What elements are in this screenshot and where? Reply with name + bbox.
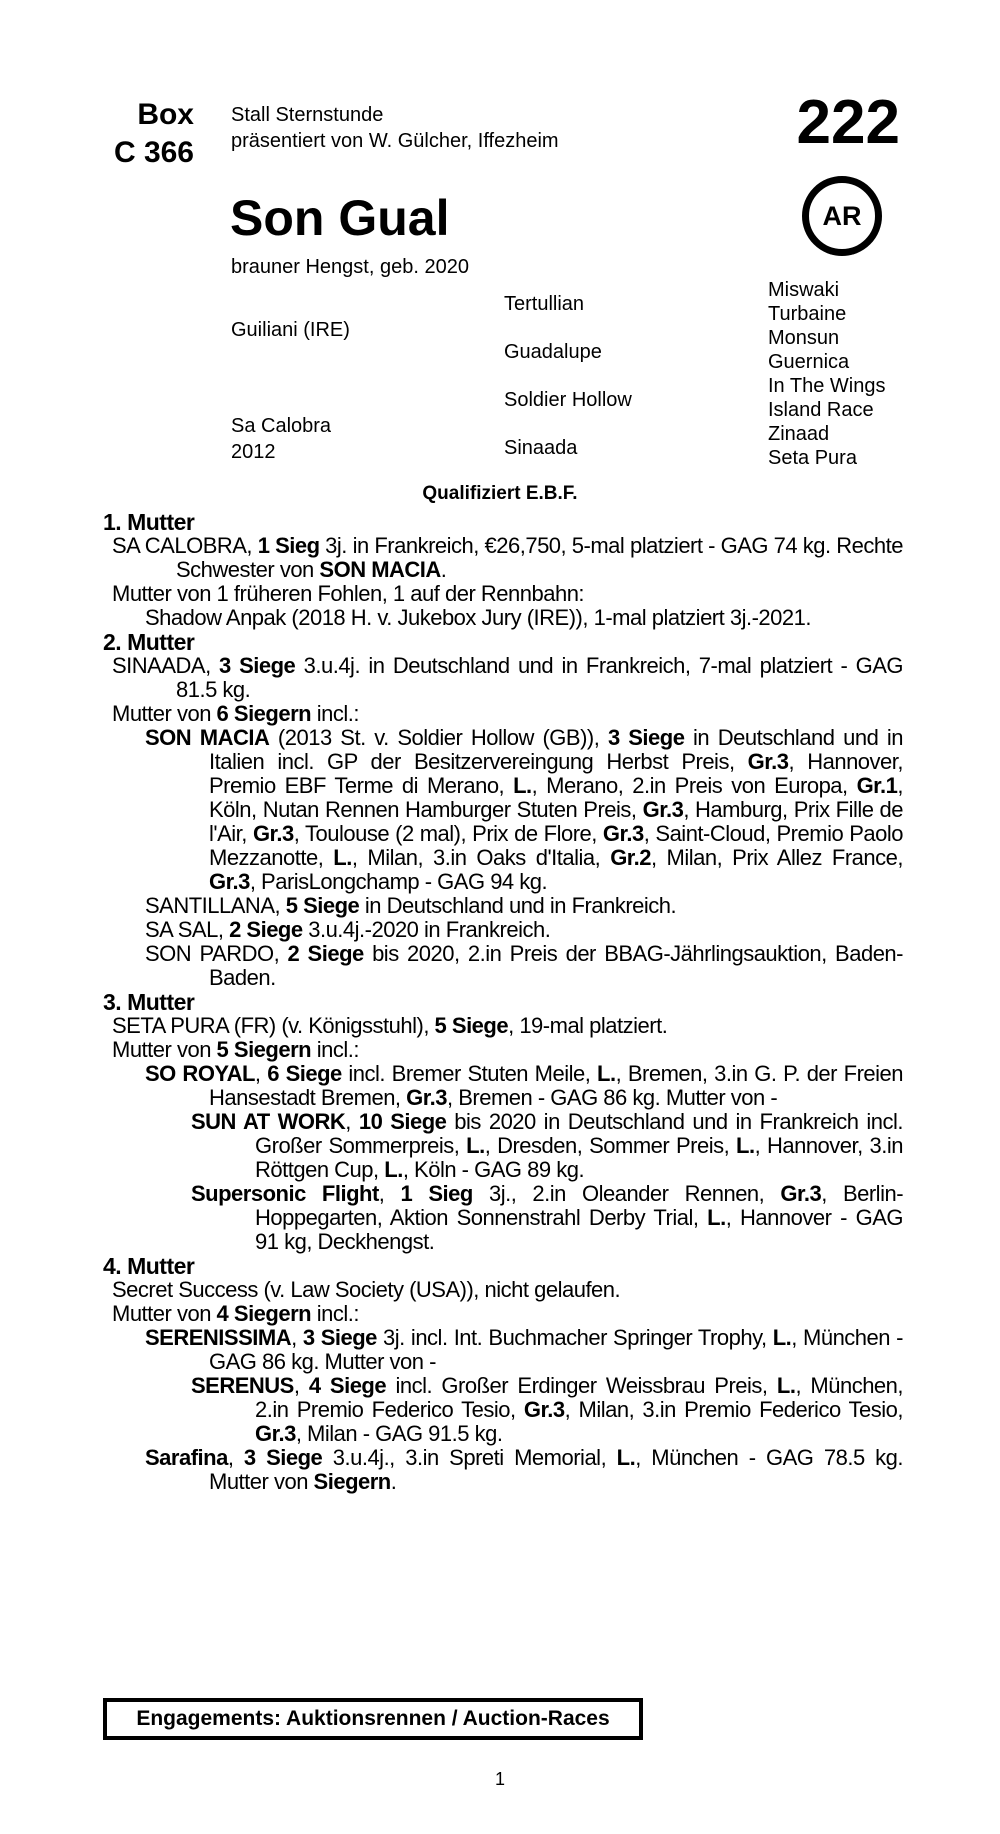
text-run: 3j. incl. Int. Buchmacher Springer Trophy,: [376, 1325, 773, 1350]
text-run: , Hamburg, Prix Fille de l'Air,: [209, 797, 903, 846]
text-run: 3.u.4j., 3.in Spreti Memorial,: [322, 1445, 617, 1470]
text-run: ,: [254, 1061, 268, 1086]
bold-run: Gr.3: [780, 1181, 822, 1206]
text-run: , Hannover, 3.in Röttgen Cup,: [255, 1133, 903, 1182]
bold-run: 5 Siegern: [216, 1037, 312, 1062]
bold-run: 6 Siegern: [216, 701, 312, 726]
horse-name: Son Gual: [230, 190, 450, 246]
pedigree-gen3-item: Turbaine: [768, 303, 847, 325]
bold-run: 2 Siege: [287, 941, 364, 966]
bold-run: 4 Siegern: [216, 1301, 312, 1326]
bold-run: 10 Siege: [358, 1109, 447, 1134]
family-entry: [103, 654, 903, 702]
bold-run: L.: [736, 1133, 755, 1158]
text-run: Secret Success (v. Law Society (USA)), nicht gelaufen.: [112, 1277, 621, 1302]
text-run: ,: [293, 1373, 309, 1398]
bold-run: L.: [384, 1157, 403, 1182]
text-run: bis 2020, 2.in Preis der BBAG-Jährlingsauktion, Baden-Baden.: [209, 941, 903, 990]
ar-badge-icon: [802, 176, 882, 256]
family-entry: [103, 918, 903, 942]
engagements-box: Engagements: Auktionsrennen / Auction-Races: [103, 1698, 643, 1740]
bold-run: 3 Siege: [607, 725, 685, 750]
text-run: incl.:: [311, 1037, 359, 1062]
lot-number: 222: [796, 88, 900, 157]
pedigree-dam-sire: Soldier Hollow: [504, 389, 632, 411]
text-run: , Milan, Prix Allez France,: [651, 845, 903, 870]
text-run: incl.:: [311, 701, 359, 726]
bold-run: 5 Siege: [285, 893, 360, 918]
qualification: Qualifiziert E.B.F.: [422, 483, 578, 504]
text-run: , München - GAG 86 kg. Mutter von -: [209, 1325, 903, 1374]
text-run: .: [390, 1469, 397, 1494]
family-entry: [103, 702, 903, 726]
family-entry: [103, 1446, 903, 1494]
family-entry: [103, 1038, 903, 1062]
bold-run: SERENUS: [191, 1373, 294, 1398]
text-run: , 19-mal platziert.: [508, 1013, 668, 1038]
family-entry: [103, 582, 903, 606]
text-run: Mutter von: [112, 1037, 217, 1062]
family-entry: [103, 1182, 903, 1254]
section-title: 1. Mutter: [103, 509, 195, 535]
bold-run: 3 Siege: [219, 653, 296, 678]
text-run: , Milan, 3.in Oaks d'Italia,: [351, 845, 611, 870]
pedigree-gen3-item: Guernica: [768, 351, 850, 373]
bold-run: SERENISSIMA: [145, 1325, 292, 1350]
bold-run: SUN AT WORK: [191, 1109, 346, 1134]
text-run: Mutter von: [112, 701, 217, 726]
bold-run: 3 Siege: [302, 1325, 377, 1350]
text-run: .: [440, 557, 447, 582]
text-run: SANTILLANA,: [145, 893, 286, 918]
text-run: incl.:: [311, 1301, 359, 1326]
text-run: bis 2020 in Deutschland und in Frankreich incl. Großer Sommerpreis,: [255, 1109, 904, 1158]
horse-description: brauner Hengst, geb. 2020: [231, 256, 469, 278]
pedigree-gen3: [768, 278, 885, 470]
section-title: 3. Mutter: [103, 989, 195, 1015]
text-run: , München - GAG 78.5 kg. Mutter von: [209, 1445, 903, 1494]
family-entry: [103, 894, 903, 918]
family-entry: [103, 606, 903, 630]
mutter-section: [103, 510, 903, 630]
bold-run: 1 Sieg: [400, 1181, 473, 1206]
text-run: SA CALOBRA,: [112, 533, 258, 558]
bold-run: Supersonic Flight: [191, 1181, 379, 1206]
page-number: 1: [494, 1769, 505, 1789]
bold-run: L.: [772, 1325, 792, 1350]
text-run: , Merano, 2.in Preis von Europa,: [531, 773, 857, 798]
text-run: 3j. in Frankreich, €26,750, 5-mal platziert - GAG 74 kg. Rechte Schwester von: [176, 533, 903, 582]
bold-run: Gr.3: [209, 869, 250, 894]
pedigree-gen3-item: Miswaki: [768, 279, 840, 301]
text-run: ,: [378, 1181, 401, 1206]
text-run: , Bremen - GAG 86 kg. Mutter von -: [446, 1085, 778, 1110]
text-run: , München, 2.in Premio Federico Tesio,: [255, 1373, 904, 1422]
family-entry: [103, 1110, 903, 1182]
bold-run: Gr.1: [856, 773, 898, 798]
pedigree-gen3-item: Zinaad: [768, 423, 830, 445]
section-title: 4. Mutter: [103, 1253, 195, 1279]
bold-run: 5 Siege: [434, 1013, 509, 1038]
text-run: , Toulouse (2 mal), Prix de Flore,: [293, 821, 603, 846]
bold-run: 2 Siege: [229, 917, 303, 942]
text-run: SA SAL,: [145, 917, 230, 942]
pedigree-sire-dam: Guadalupe: [504, 341, 602, 363]
bold-run: Gr.3: [747, 749, 789, 774]
bold-run: Siegern: [313, 1469, 391, 1494]
text-run: ,: [291, 1325, 303, 1350]
bold-run: L.: [597, 1061, 616, 1086]
family-entry: [103, 1302, 903, 1326]
text-run: , ParisLongchamp - GAG 94 kg.: [249, 869, 548, 894]
bold-run: L.: [333, 845, 352, 870]
pedigree-sire-sire: Tertullian: [504, 293, 585, 315]
text-run: Shadow Anpak (2018 H. v. Jukebox Jury (IRE)), 1-mal platziert 3j.-2021.: [145, 605, 811, 630]
text-run: , Milan - GAG 91.5 kg.: [295, 1421, 503, 1446]
text-run: , Milan, 3.in Premio Federico Tesio,: [564, 1397, 903, 1422]
text-run: , Dresden, Sommer Preis,: [484, 1133, 737, 1158]
stable-name: Stall Sternstunde: [231, 104, 384, 126]
bold-run: SON MACIA: [319, 557, 441, 582]
pedigree-sire: Guiliani (IRE): [231, 319, 350, 341]
bold-run: L.: [707, 1205, 726, 1230]
bold-run: 4 Siege: [308, 1373, 387, 1398]
bold-run: Gr.3: [252, 821, 294, 846]
pedigree-gen3-item: Island Race: [768, 399, 874, 421]
family-entry: [103, 1062, 903, 1110]
bold-run: Gr.3: [406, 1085, 447, 1110]
female-family: [103, 510, 903, 1494]
pedigree-dam-dam: Sinaada: [504, 437, 578, 459]
bold-run: Gr.3: [255, 1421, 296, 1446]
pedigree-dam: Sa Calobra: [231, 415, 332, 437]
bold-run: Gr.2: [610, 845, 651, 870]
family-entry: [103, 1014, 903, 1038]
text-run: SETA PURA (FR) (v. Königsstuhl),: [112, 1013, 435, 1038]
text-run: SINAADA,: [112, 653, 220, 678]
text-run: 3.u.4j. in Deutschland und in Frankreich, 7-mal platziert - GAG 81.5 kg.: [176, 653, 904, 702]
family-entry: [103, 942, 903, 990]
bold-run: Sarafina: [145, 1445, 228, 1470]
text-run: incl. Bremer Stuten Meile,: [341, 1061, 598, 1086]
bold-run: Gr.3: [523, 1397, 565, 1422]
family-entry: [103, 1326, 903, 1374]
text-run: (2013 St. v. Soldier Hollow (GB)),: [269, 725, 608, 750]
bold-run: L.: [513, 773, 532, 798]
pedigree-dam-year: 2012: [231, 441, 276, 463]
family-entry: [103, 1374, 903, 1446]
bold-run: 1 Sieg: [257, 533, 320, 558]
bold-run: 6 Siege: [267, 1061, 342, 1086]
pedigree-gen3-item: Seta Pura: [768, 447, 857, 469]
section-title: 2. Mutter: [103, 629, 195, 655]
text-run: ,: [345, 1109, 359, 1134]
bold-run: Gr.3: [642, 797, 684, 822]
text-run: Mutter von 1 früheren Fohlen, 1 auf der Rennbahn:: [112, 581, 585, 606]
mutter-section: [103, 1254, 903, 1494]
mutter-section: [103, 990, 903, 1254]
bold-run: SON MACIA: [145, 725, 270, 750]
pedigree-gen3-item: In The Wings: [768, 375, 886, 397]
text-run: incl. Großer Erdinger Weissbrau Preis,: [386, 1373, 777, 1398]
bold-run: L.: [776, 1373, 796, 1398]
ar-badge-label: AR: [822, 200, 862, 231]
bold-run: Gr.3: [602, 821, 644, 846]
text-run: , Hannover, Premio EBF Terme di Merano,: [209, 749, 903, 798]
presenter: präsentiert von W. Gülcher, Iffezheim: [231, 130, 559, 152]
family-entry: [103, 534, 903, 582]
bold-run: L.: [466, 1133, 485, 1158]
box-label: Box: [137, 98, 194, 131]
text-run: , Berlin-Hoppegarten, Aktion Sonnenstrahl Derby Trial,: [255, 1181, 904, 1230]
text-run: SON PARDO,: [145, 941, 288, 966]
bold-run: L.: [616, 1445, 636, 1470]
text-run: , Köln, Nutan Rennen Hamburger Stuten Preis,: [209, 773, 903, 822]
box-number: C 366: [113, 136, 194, 169]
text-run: , Bremen, 3.in G. P. der Freien Hansestadt Bremen,: [209, 1061, 903, 1110]
text-run: 3.u.4j.-2020 in Frankreich.: [302, 917, 551, 942]
family-entry: [103, 726, 903, 894]
text-run: in Deutschland und in Frankreich.: [359, 893, 677, 918]
text-run: in Deutschland und in Italien incl. GP der Besitzervereingung Herbst Preis,: [209, 725, 904, 774]
bold-run: SO ROYAL: [145, 1061, 255, 1086]
text-run: Mutter von: [112, 1301, 217, 1326]
bold-run: 3 Siege: [243, 1445, 323, 1470]
text-run: , Köln - GAG 89 kg.: [402, 1157, 585, 1182]
text-run: , Saint-Cloud, Premio Paolo Mezzanotte,: [209, 821, 904, 870]
text-run: 3j., 2.in Oleander Rennen,: [472, 1181, 781, 1206]
family-entry: [103, 1278, 903, 1302]
text-run: ,: [227, 1445, 244, 1470]
mutter-section: [103, 630, 903, 990]
pedigree-gen3-item: Monsun: [768, 327, 840, 349]
text-run: , Hannover - GAG 91 kg, Deckhengst.: [255, 1205, 903, 1254]
